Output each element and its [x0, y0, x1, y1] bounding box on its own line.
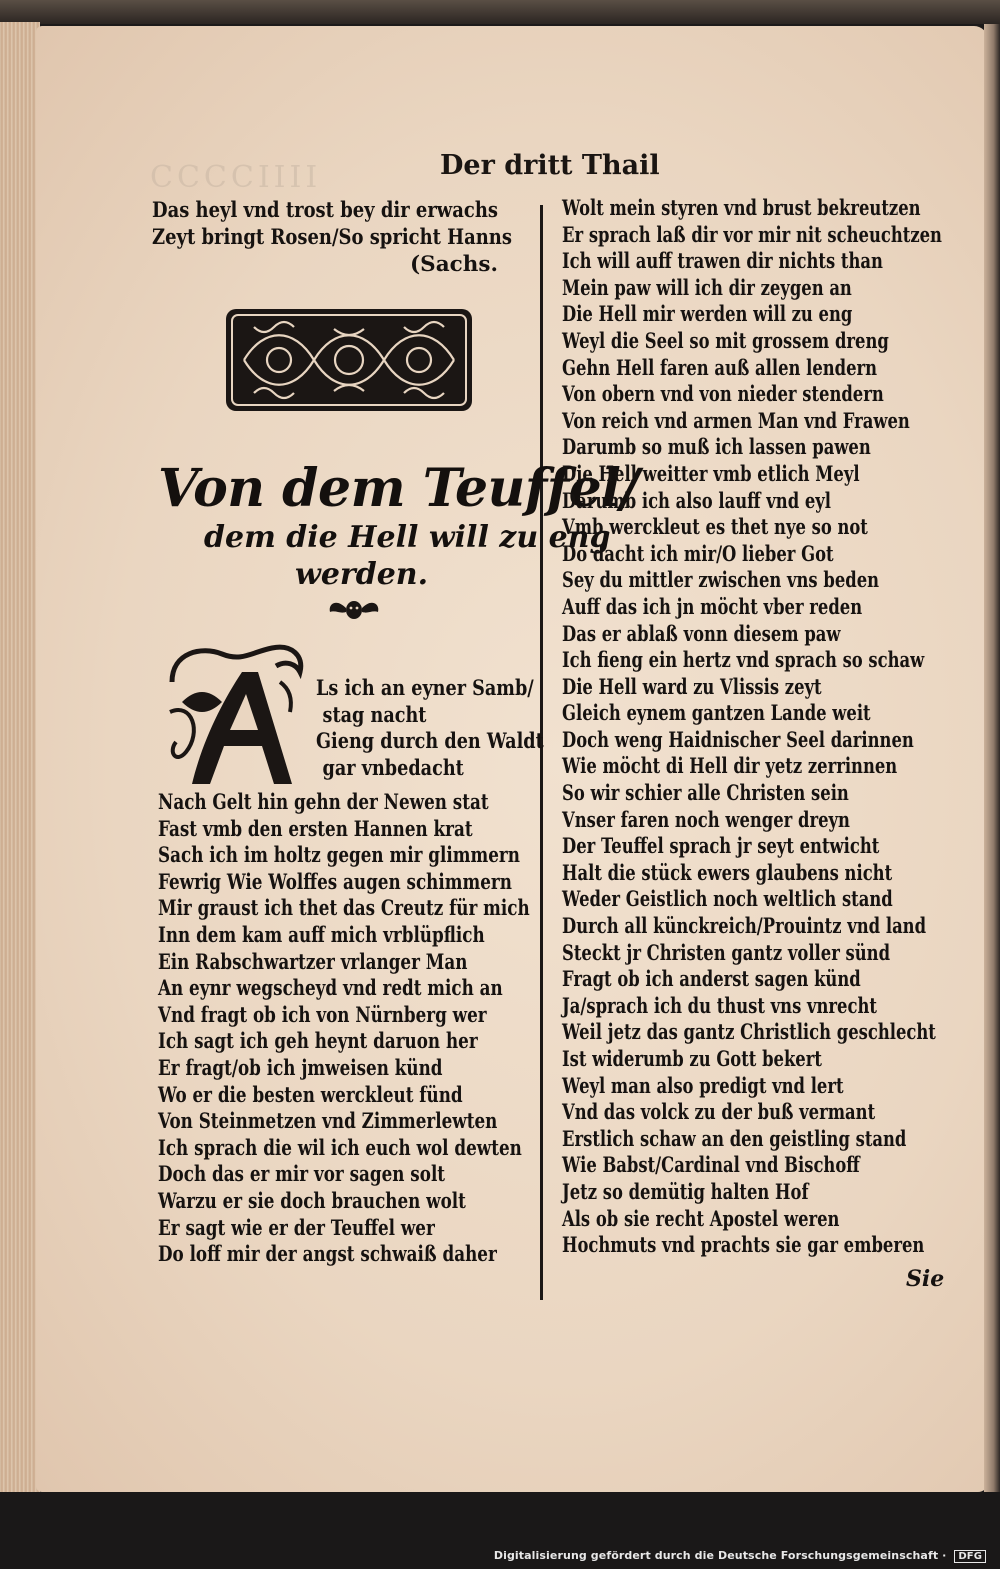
verse-line: Vnd fragt ob ich von Nürnberg wer: [158, 1002, 487, 1028]
digitization-credit: [494, 1549, 986, 1563]
verse-line: Do loff mir der angst schwaiß daher: [158, 1242, 497, 1268]
verse-line: Ls ich an eyner Samb/: [316, 676, 534, 701]
verse-line: Die Hell weitter vmb etlich Meyl: [562, 461, 860, 487]
verse-line: An eynr wegscheyd vnd redt mich an: [158, 976, 503, 1002]
verse-line: Warzu er sie doch brauchen wolt: [158, 1188, 466, 1214]
verse-line: Darumb ich also lauff vnd eyl: [562, 488, 832, 514]
bleed-through-text: CCCCIIII: [150, 160, 322, 195]
verse-line: Die Hell mir werden will zu eng: [562, 302, 853, 328]
verse-line: Wolt mein styren vnd brust bekreutzen: [562, 196, 921, 221]
scan-top-border: [0, 0, 1000, 24]
verse-line: Jetz so demütig halten Hof: [562, 1179, 809, 1205]
opening-lines: [316, 676, 544, 782]
verse-line: stag nacht: [322, 702, 427, 728]
verse-line: Nach Gelt hin gehn der Newen stat: [158, 790, 489, 815]
intro-lines: [152, 198, 512, 251]
verse-line: Das heyl vnd trost bey dir erwachs: [152, 198, 498, 223]
verse-line: Inn dem kam auff mich vrblüpflich: [158, 922, 485, 948]
verse-line: Wie möcht di Hell dir yetz zerrinnen: [562, 754, 898, 780]
verse-line: Er fragt/ob ich jmweisen künd: [158, 1055, 443, 1081]
verse-line: Der Teuffel sprach jr seyt entwicht: [562, 834, 880, 860]
running-header: Der dritt Thail: [440, 150, 660, 181]
verse-line: Vnser faren noch wenger dreyn: [562, 807, 850, 833]
verse-line: Durch all künckreich/Prouintz vnd land: [562, 914, 927, 940]
verse-line: Weil jetz das gantz Christlich geschlecht: [562, 1020, 936, 1046]
verse-line: Fragt ob ich anderst sagen künd: [562, 967, 861, 993]
ornament-block: [224, 307, 474, 413]
verse-line: Die Hell ward zu Vlissis zeyt: [562, 674, 822, 700]
verse-line: Wo er die besten werckleut fünd: [158, 1082, 463, 1108]
verse-line: Ich will auff trawen dir nichts than: [562, 249, 883, 275]
verse-line: Er sagt wie er der Teuffel wer: [158, 1215, 435, 1241]
verse-line: Gleich eynem gantzen Lande weit: [562, 701, 871, 727]
footer-bar: [0, 1492, 1000, 1569]
verse-line: Halt die stück ewers glaubens nicht: [562, 860, 893, 886]
verse-line: Vnd das volck zu der buß vermant: [562, 1100, 876, 1126]
verse-line: Doch das er mir vor sagen solt: [158, 1162, 446, 1188]
verse-line: Sach ich im holtz gegen mir glimmern: [158, 843, 520, 869]
verse-line: gar vnbedacht: [322, 755, 464, 781]
poem-subtitle-2: werden.: [295, 557, 429, 592]
verse-line: Darumb so muß ich lassen pawen: [562, 435, 871, 461]
cherub-ornament: [326, 592, 382, 626]
verse-line: Doch weng Haidnischer Seel darinnen: [562, 727, 914, 753]
catchword: Sie: [906, 1266, 945, 1292]
verse-line: Er sprach laß dir vor mir nit scheuchtzen: [562, 222, 942, 248]
verse-line: Ist widerumb zu Gott bekert: [562, 1047, 822, 1072]
verse-line: Ich fieng ein hertz vnd sprach so schaw: [562, 648, 925, 674]
verse-line: Fewrig Wie Wolffes augen schimmern: [158, 869, 512, 895]
page-edges-left: [0, 22, 40, 1492]
verse-line: Ja/sprach ich du thust vns vnrecht: [562, 993, 877, 1019]
verse-line: Ein Rabschwartzer vrlanger Man: [158, 949, 468, 975]
verse-line: Fast vmb den ersten Hannen krat: [158, 816, 473, 842]
credit-text: Digitalisierung gefördert durch die Deutsche Forschungsgemeinschaft ·: [493, 1549, 947, 1562]
verse-line: Das er ablaß vonn diesem paw: [562, 621, 841, 647]
decorated-initial-letter: [162, 642, 310, 788]
verse-line: Ich sprach die wil ich euch wol dewten: [158, 1135, 522, 1161]
dfg-logo: DFG: [954, 1550, 986, 1563]
verse-line: Sey du mittler zwischen vns beden: [562, 568, 880, 594]
left-column-verses: [158, 790, 530, 1269]
verse-line: Von Steinmetzen vnd Zimmerlewten: [158, 1109, 498, 1135]
page-edge-right: [984, 24, 1000, 1494]
verse-line: Von reich vnd armen Man vnd Frawen: [562, 408, 910, 434]
verse-line: Zeyt bringt Rosen/So spricht Hanns: [152, 224, 512, 250]
poem-subtitle-1: dem die Hell will zu eng: [204, 520, 611, 555]
verse-line: Mir graust ich thet das Creutz für mich: [158, 896, 530, 922]
verse-line: Vmb werckleut es thet nye so not: [562, 515, 868, 541]
verse-line: Steckt jr Christen gantz voller sünd: [562, 940, 891, 966]
verse-line: Wie Babst/Cardinal vnd Bischoff: [562, 1153, 860, 1179]
verse-line: Als ob sie recht Apostel weren: [562, 1206, 840, 1232]
poem-title: Von dem Teuffel/: [158, 458, 639, 519]
verse-line: Weder Geistlich noch weltlich stand: [562, 887, 893, 913]
verse-line: Weyl man also predigt vnd lert: [562, 1073, 844, 1099]
verse-line: Ich sagt ich geh heynt daruon her: [158, 1029, 478, 1055]
verse-line: Erstlich schaw an den geistling stand: [562, 1126, 907, 1152]
verse-line: Mein paw will ich dir zeygen an: [562, 275, 852, 301]
verse-line: So wir schier alle Christen sein: [562, 781, 849, 807]
verse-line: Gieng durch den Waldt: [316, 729, 544, 755]
verse-line: Weyl die Seel so mit grossem dreng: [562, 328, 889, 354]
verse-line: Do dacht ich mir/O lieber Got: [562, 541, 834, 567]
verse-line: Von obern vnd von nieder stendern: [562, 382, 884, 408]
verse-line: Hochmuts vnd prachts sie gar emberen: [562, 1233, 925, 1259]
verse-line: Gehn Hell faren auß allen lendern: [562, 355, 878, 381]
verse-line: Auff das ich jn möcht vber reden: [562, 594, 863, 620]
right-column-verses: [562, 196, 942, 1260]
intro-end: (Sachs.: [410, 252, 498, 277]
